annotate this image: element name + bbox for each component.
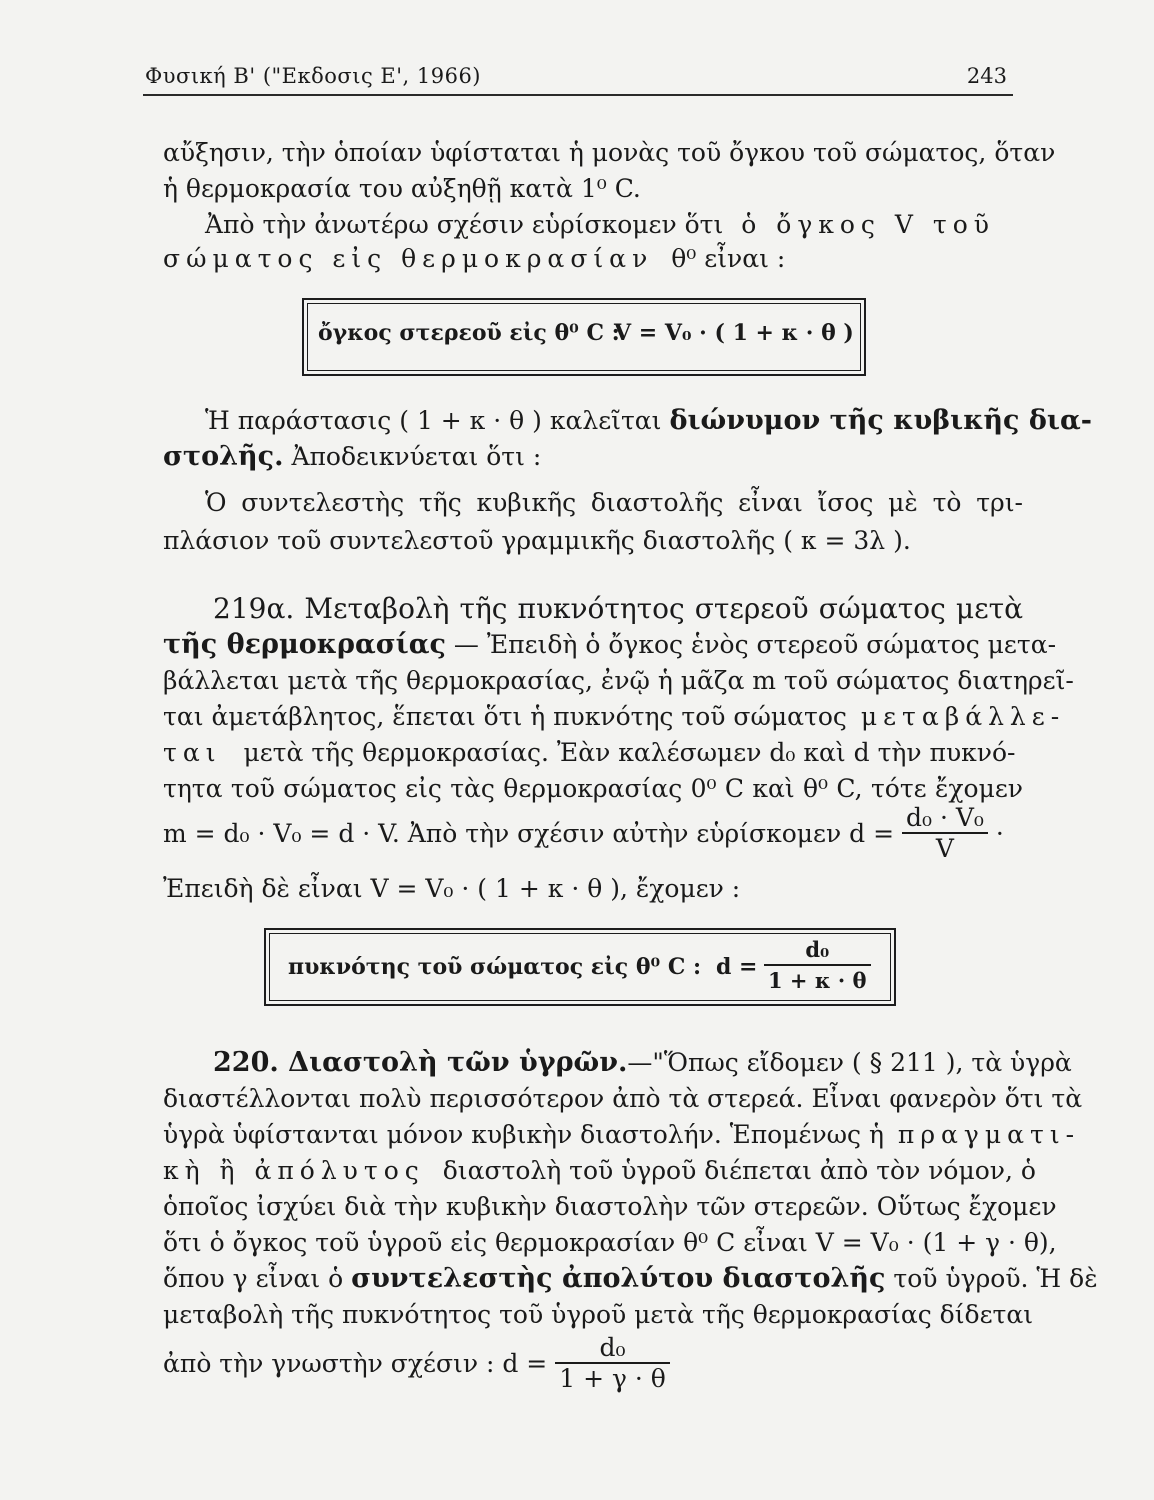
text-line-3 <box>205 208 1023 242</box>
text-line-12-a: ται ἀμετάβλητος, ἕπεται ὅτι ἡ πυκνότης τοῦ σώματος <box>163 702 847 731</box>
text-line-23-a: ὅπου γ εἶναι ὁ <box>163 1264 344 1293</box>
fraction-liquid-num: d₀ <box>555 1334 670 1364</box>
page-number: 243 <box>966 64 1007 88</box>
box1-formula: V = V₀ · ( 1 + κ · θ ) <box>614 320 854 346</box>
theorem-line-2: πλάσιον τοῦ συντελεστοῦ γραμμικῆς διαστολῆς ( κ = 3λ ). <box>163 526 911 555</box>
text-line-15: m = d₀ · V₀ = d · V. Ἀπὸ τὴν σχέσιν αὐτὴν εὑρίσκομεν d = $\frac{\text{d₀ · V₀}}{V}$ · <box>163 803 1004 863</box>
text-line-23-c: τοῦ ὑγροῦ. Ἡ δὲ <box>893 1264 1098 1293</box>
theorem-line-1: Ὁ συντελεστὴς τῆς κυβικῆς διαστολῆς εἶναι ἴσος μὲ τὸ τρι- <box>205 488 1023 517</box>
text-line-4-spaced: σώματος εἰς θερμοκρασίαν <box>163 244 654 273</box>
term-absolute-expansion: συντελεστὴς ἀπολύτου διαστολῆς <box>351 1263 886 1294</box>
fraction-density-num: d₀ · V₀ <box>902 804 988 834</box>
text-line-11: βάλλεται μετὰ τῆς θερμοκρασίας, ἐνῷ ἡ μᾶζα m τοῦ σώματος διατηρεῖ- <box>163 666 1074 695</box>
text-line-14: τητα τοῦ σώματος εἰς τὰς θερμοκρασίας 0⁰ C καὶ θ⁰ C, τότε ἔχομεν <box>163 774 1023 803</box>
text-line-20-b: διαστολὴ τοῦ ὑγροῦ διέπεται ἀπὸ τὸν νόμον, ὁ <box>442 1156 1036 1185</box>
box2-fraction-num: d₀ <box>764 936 871 966</box>
text-line-19-spaced: πραγματι- <box>897 1120 1081 1149</box>
text-line-12 <box>163 700 1066 734</box>
text-line-19 <box>163 1118 1081 1152</box>
text-line-6-b: Ἀποδεικνύεται ὅτι : <box>283 442 542 471</box>
box2-fraction <box>764 936 871 996</box>
text-line-2: ἡ θερμοκρασία του αὐξηθῇ κατὰ 1⁰ C. <box>163 174 641 203</box>
section-219-title-end: τῆς θερμοκρασίας <box>163 629 446 660</box>
page-header <box>143 62 1013 96</box>
text-line-21: ὁποῖος ἰσχύει διὰ τὴν κυβικὴν διαστολὴν τῶν στερεῶν. Οὕτως ἔχομεν <box>163 1192 1057 1221</box>
fraction-liquid-density <box>555 1334 670 1394</box>
text-line-22: ὅτι ὁ ὄγκος τοῦ ὑγροῦ εἰς θερμοκρασίαν θ⁰ C εἶναι V = V₀ · (1 + γ · θ), <box>163 1228 1057 1257</box>
text-line-25 <box>163 1334 1023 1398</box>
text-line-3-a: Ἀπὸ τὴν ἀνωτέρω σχέσιν εὑρίσκομεν ὅτι <box>205 210 724 239</box>
text-line-18: διαστέλλονται πολὺ περισσότερον ἀπὸ τὰ στερεά. Εἶναι φανερὸν ὅτι τὰ <box>163 1084 1083 1113</box>
text-line-4 <box>163 242 1023 276</box>
text-line-13 <box>163 736 1023 770</box>
text-line-12-spaced: μεταβάλλε- <box>860 702 1066 731</box>
section-219-title: 219α. Μεταβολὴ τῆς πυκνότητος στερεοῦ σώματος μετὰ <box>213 592 1023 625</box>
running-head: Φυσική Β' ("Εκδοσις Ε', 1966) <box>145 64 482 88</box>
section-220-line <box>213 1046 1072 1080</box>
text-line-16: Ἐπειδὴ δὲ εἶναι V = V₀ · ( 1 + κ · θ ), ἔχομεν : <box>163 874 741 903</box>
formula-box-volume <box>302 298 866 376</box>
text-line-3-spaced: ὁ ὄγκος V τοῦ <box>741 210 995 239</box>
text-line-10 <box>163 628 1057 662</box>
text-line-13-spaced: ται <box>163 738 222 767</box>
text-line-23 <box>163 1262 1098 1296</box>
formula-box-density <box>264 928 896 1006</box>
term-binomial-end: στολῆς. <box>163 441 284 472</box>
text-line-4-b: θ⁰ εἶναι : <box>671 244 786 273</box>
text-line-10-b: — Ἐπειδὴ ὁ ὄγκος ἑνὸς στερεοῦ σώματος μετα- <box>445 630 1057 659</box>
text-line-19-a: ὑγρὰ ὑφίστανται μόνον κυβικὴν διαστολήν. Ἑπομένως ἡ <box>163 1120 884 1149</box>
box2-lhs: d = <box>716 954 758 980</box>
text-line-20-spaced: κὴ ἢ ἀπόλυτος <box>163 1156 425 1185</box>
box2-label: πυκνότης τοῦ σώματος εἰς θ⁰ C : <box>288 954 702 980</box>
text-line-1: αὔξησιν, τὴν ὁποίαν ὑφίσταται ἡ μονὰς τοῦ ὄγκου τοῦ σώματος, ὅταν <box>163 138 1056 167</box>
term-binomial: διώνυμον τῆς κυβικῆς δια- <box>669 405 1092 436</box>
text-line-13-b: μετὰ τῆς θερμοκρασίας. Ἐὰν καλέσωμεν d₀ καὶ d τὴν πυκνό- <box>243 738 1016 767</box>
section-220-title: 220. Διαστολὴ τῶν ὑγρῶν. <box>213 1047 628 1078</box>
fraction-density <box>902 804 988 864</box>
fraction-liquid-den: 1 + γ · θ <box>559 1364 666 1393</box>
text-line-15-a: m = d₀ · V₀ = d · V. Ἀπὸ τὴν σχέσιν αὐτὴν εὑρίσκομεν d = <box>163 819 895 848</box>
text-line-5 <box>205 404 1092 438</box>
box1-label: ὄγκος στερεοῦ εἰς θ⁰ C : <box>318 320 620 346</box>
text-line-20 <box>163 1154 1036 1188</box>
section-220-rest: —"Ὅπως εἴδομεν ( § 211 ), τὰ ὑγρὰ <box>627 1048 1072 1077</box>
fraction-density-den: V <box>935 834 954 863</box>
text-line-6 <box>163 440 1023 474</box>
text-line-24: μεταβολὴ τῆς πυκνότητος τοῦ ὑγροῦ μετὰ τῆς θερμοκρασίας δίδεται <box>163 1300 1034 1329</box>
text-line-5-a: Ἡ παράστασις ( 1 + κ · θ ) καλεῖται <box>205 406 662 435</box>
text-line-25-a: ἀπὸ τὴν γνωστὴν σχέσιν : d = <box>163 1349 548 1378</box>
box2-fraction-den: 1 + κ · θ <box>768 968 867 993</box>
